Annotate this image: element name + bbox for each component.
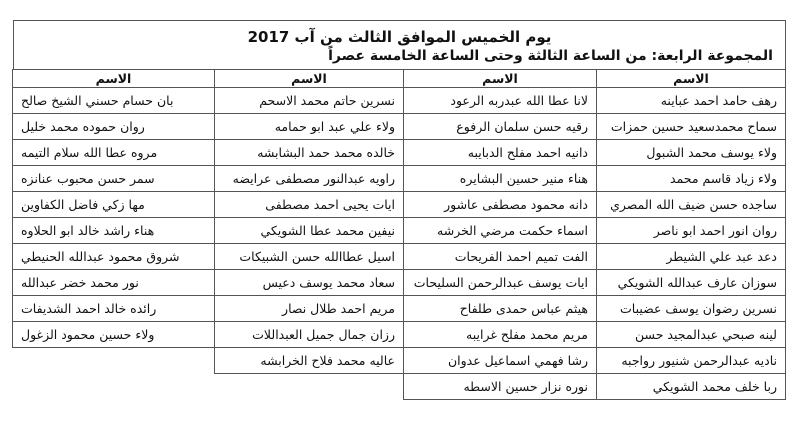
- name-cell: ناديه عبدالرحمن شنيور رواجبه: [597, 348, 786, 374]
- name-cell: ساجده حسن ضيف الله المصري: [597, 192, 786, 218]
- table-row: [13, 192, 786, 218]
- name-cell: ولاء زياد قاسم محمد: [597, 166, 786, 192]
- name-cell: هناء راشد خالد ابو الحلاوه: [13, 218, 215, 244]
- name-cell: دعد عبد علي الشيطر: [597, 244, 786, 270]
- name-cell: نور محمد خضر عبدالله: [13, 270, 215, 296]
- name-cell: روان انور احمد ابو ناصر: [597, 218, 786, 244]
- name-cell: نسرين رضوان يوسف عضيبات: [597, 296, 786, 322]
- name-cell: رهف حامد احمد عباينه: [597, 88, 786, 114]
- attendance-sheet: [13, 20, 786, 400]
- name-cell: ولاء علي عبد ابو حمامه: [215, 114, 404, 140]
- name-cell: ايات يحيى احمد مصطفى: [215, 192, 404, 218]
- table-row: [13, 244, 786, 270]
- column-header-2: الاسم: [404, 70, 597, 88]
- name-cell: لينه صبحي عبدالمجيد حسن: [597, 322, 786, 348]
- name-cell: لانا عطا الله عبدربه الرعود: [404, 88, 597, 114]
- column-header-1: الاسم: [597, 70, 786, 88]
- sheet-title-box: [13, 20, 786, 69]
- name-cell: ولاء يوسف محمد الشبول: [597, 140, 786, 166]
- name-cell: سماح محمدسعيد حسين حمزات: [597, 114, 786, 140]
- name-cell: مريم احمد طلال نصار: [215, 296, 404, 322]
- date-line: يوم الخميس الموافق الثالث من آب 2017: [247, 28, 552, 46]
- name-cell: اسيل عطاالله حسن الشبيكات: [215, 244, 404, 270]
- names-table-body: [13, 88, 786, 400]
- group-line: المجموعة الرابعة: من الساعة الثالثة وحتى الساعة الخامسة عصراً: [328, 48, 773, 64]
- name-cell: ربا خلف محمد الشويكي: [597, 374, 786, 400]
- name-cell: دانيه احمد مفلح الدبايبه: [404, 140, 597, 166]
- name-cell: بان حسام حسني الشيخ صالح: [13, 88, 215, 114]
- name-cell: سمر حسن محبوب عنانزه: [13, 166, 215, 192]
- column-header-3: الاسم: [215, 70, 404, 88]
- name-cell: مروه عطا الله سلام التيمه: [13, 140, 215, 166]
- name-cell: نيفين محمد عطا الشويكي: [215, 218, 404, 244]
- table-row: [13, 218, 786, 244]
- name-cell: دانه محمود مصطفى عاشور: [404, 192, 597, 218]
- name-cell: رائده خالد احمد الشديفات: [13, 296, 215, 322]
- table-row: [13, 114, 786, 140]
- name-cell: نوره نزار حسين الاسطه: [404, 374, 597, 400]
- empty-cell: [13, 374, 215, 400]
- empty-cell: [215, 374, 404, 400]
- names-table: [12, 69, 786, 400]
- name-cell: شروق محمود عبدالله الحنيطي: [13, 244, 215, 270]
- table-row: [13, 166, 786, 192]
- name-cell: عاليه محمد فلاح الخرابشه: [215, 348, 404, 374]
- name-cell: هيثم عباس حمدى طلفاح: [404, 296, 597, 322]
- name-cell: رقيه حسن سلمان الرفوع: [404, 114, 597, 140]
- table-row: [13, 348, 786, 374]
- name-cell: سعاد محمد يوسف دعيس: [215, 270, 404, 296]
- column-header-4: الاسم: [13, 70, 215, 88]
- name-cell: هناء منير حسين البشايره: [404, 166, 597, 192]
- name-cell: اسماء حكمت مرضي الخرشه: [404, 218, 597, 244]
- header-row: [13, 70, 786, 88]
- table-row: [13, 296, 786, 322]
- table-row: [13, 270, 786, 296]
- name-cell: مها زكي فاضل الكفاوين: [13, 192, 215, 218]
- name-cell: رزان جمال جميل العبداللات: [215, 322, 404, 348]
- table-row: [13, 374, 786, 400]
- empty-cell: [13, 348, 215, 374]
- name-cell: روان حموده محمد خليل: [13, 114, 215, 140]
- name-cell: رشا فهمي اسماعيل عدوان: [404, 348, 597, 374]
- table-row: [13, 140, 786, 166]
- name-cell: سوزان عارف عبدالله الشويكي: [597, 270, 786, 296]
- name-cell: راويه عبدالنور مصطفى عرايضه: [215, 166, 404, 192]
- name-cell: خالده محمد حمد البشابشه: [215, 140, 404, 166]
- name-cell: مريم محمد مفلح غرايبه: [404, 322, 597, 348]
- name-cell: نسرين حاتم محمد الاسحم: [215, 88, 404, 114]
- name-cell: ايات يوسف عبدالرحمن السليحات: [404, 270, 597, 296]
- table-row: [13, 322, 786, 348]
- name-cell: الفت تميم احمد الفريحات: [404, 244, 597, 270]
- name-cell: ولاء حسين محمود الزغول: [13, 322, 215, 348]
- table-row: [13, 88, 786, 114]
